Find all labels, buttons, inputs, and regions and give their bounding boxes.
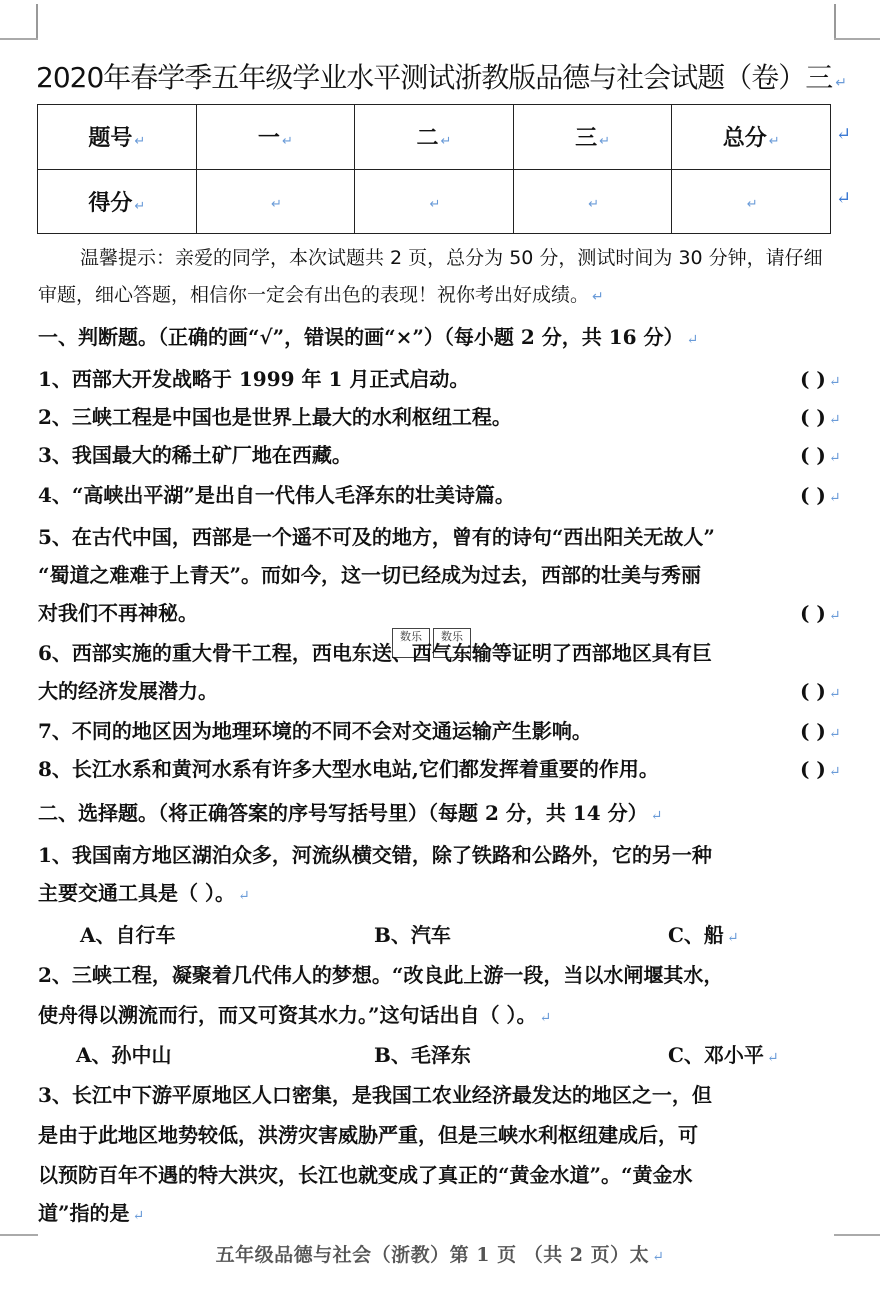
mc2-option-b[interactable]: B、毛泽东 (374, 1043, 471, 1067)
mc-question-3-line3: 以预防百年不遇的特大洪灾，长江也就变成了真正的“黄金水道”。“黄金水 (38, 1163, 693, 1187)
mc2-option-c[interactable]: C、邓小平 ↵ (668, 1043, 779, 1067)
mc-question-1-line2: 主要交通工具是（ ）。 ↵ (38, 881, 250, 905)
tf-question-2: 2、三峡工程是中国也是世界上最大的水利枢纽工程。 ( ) ↵ (38, 398, 838, 436)
score-cell-part-2[interactable]: ↵ (355, 169, 514, 234)
stamp-label: 数乐 (433, 628, 471, 658)
score-cell-part-1[interactable]: ↵ (196, 169, 355, 234)
mc2-option-a[interactable]: A、孙中山 (76, 1043, 172, 1067)
answer-blank[interactable]: ( ) ↵ (800, 367, 841, 391)
answer-blank[interactable]: ( ) ↵ (800, 679, 841, 703)
header-cell-total: 总分 ↵ (672, 105, 831, 170)
section1-heading: 一、判断题。（正确的画“√”，错误的画“×”）（每小题 2 分，共 16 分） ↵ (38, 325, 699, 349)
crop-mark-bottom-left-h (0, 1234, 38, 1236)
answer-blank[interactable]: ( ) ↵ (800, 483, 841, 507)
return-mark-icon: ↵ (835, 75, 846, 91)
mc-question-1-line1: 1、我国南方地区湖泊众多，河流纵横交错，除了铁路和公路外，它的另一种 (38, 843, 712, 867)
crop-mark-top-left-h (0, 38, 38, 40)
score-cell-total[interactable]: ↵ (672, 169, 831, 234)
crop-mark-top-right-h (834, 38, 880, 40)
tf-question-1: 1、西部大开发战略于 1999 年 1 月正式启动。 ( ) ↵ (38, 360, 838, 398)
score-cell-part-3[interactable]: ↵ (513, 169, 672, 234)
score-label-cell: 得分 ↵ (38, 169, 197, 234)
row-end-mark-icon: ↵ (836, 124, 852, 145)
page-footer: 五年级品德与社会（浙教）第 1 页 （共 2 页）太 ↵ (215, 1244, 665, 1266)
header-cell-part-2: 二 ↵ (355, 105, 514, 170)
mc1-option-b[interactable]: B、汽车 (374, 923, 451, 947)
answer-blank[interactable]: ( ) ↵ (800, 443, 841, 467)
mc-question-2-line2: 使舟得以溯流而行，而又可资其水力。”这句话出自（ ）。 ↵ (38, 1003, 552, 1027)
tf-question-3: 3、我国最大的稀土矿厂地在西藏。 ( ) ↵ (38, 436, 838, 474)
tf-question-5-line1: 5、在古代中国，西部是一个遥不可及的地方，曾有的诗句“西出阳关无故人” (38, 525, 715, 549)
mc1-option-a[interactable]: A、自行车 (80, 923, 176, 947)
score-table-score-row (38, 169, 831, 234)
answer-blank[interactable]: ( ) ↵ (800, 757, 841, 781)
instructions-tip: 温馨提示：亲爱的同学，本次试题共 2 页，总分为 50 分，测试时间为 30 分钟，请仔细审题，细心答题，相信你一定会有出色的表现！祝你考出好成绩。 ↵ (38, 247, 823, 306)
crop-mark-bottom-right-h (834, 1234, 880, 1236)
crop-mark-top-right (834, 4, 836, 38)
tf-question-5-line3: 对我们不再神秘。 ( ) ↵ (38, 594, 838, 632)
row-end-mark-icon: ↵ (836, 188, 852, 209)
mc-question-3-line2: 是由于此地区地势较低，洪涝灾害威胁严重，但是三峡水利枢纽建成后，可 (38, 1123, 698, 1147)
header-cell-question-no: 题号 ↵ (38, 105, 197, 170)
answer-blank[interactable]: ( ) ↵ (800, 405, 841, 429)
tf-question-5-line2: “蜀道之难难于上青天”。而如今，这一切已经成为过去，西部的壮美与秀丽 (38, 563, 702, 587)
stamp-label: 数乐 (392, 628, 430, 658)
crop-mark-top-left (2, 4, 38, 38)
score-table-header-row (38, 105, 831, 170)
title-text: 2020年春学季五年级学业水平测试浙教版品德与社会试题（卷）三 (36, 61, 833, 94)
mc1-option-c[interactable]: C、船 ↵ (668, 923, 739, 947)
tf-question-4: 4、“高峡出平湖”是出自一代伟人毛泽东的壮美诗篇。 ( ) ↵ (38, 476, 838, 514)
tf-question-7: 7、不同的地区因为地理环境的不同不会对交通运输产生影响。 ( ) ↵ (38, 712, 838, 750)
section2-heading: 二、选择题。（将正确答案的序号写括号里）（每题 2 分，共 14 分） ↵ (38, 801, 663, 825)
mc-question-2-line1: 2、三峡工程，凝聚着几代伟人的梦想。“改良此上游一段，当以水闸堰其水， (38, 963, 724, 987)
score-table (37, 104, 831, 234)
tf-question-8: 8、长江水系和黄河水系有许多大型水电站,它们都发挥着重要的作用。 ( ) ↵ (38, 750, 838, 788)
mc-question-3-line1: 3、长江中下游平原地区人口密集，是我国工农业经济最发达的地区之一，但 (38, 1083, 712, 1107)
header-cell-part-1: 一 ↵ (196, 105, 355, 170)
tf-question-6-line1: 6、西部实施的重大骨干工程，西电东送、西气东输等证明了西部地区具有巨 (38, 641, 712, 665)
document-title (36, 56, 856, 96)
header-cell-part-3: 三 ↵ (513, 105, 672, 170)
answer-blank[interactable]: ( ) ↵ (800, 719, 841, 743)
tf-question-6-line2: 大的经济发展潜力。 ( ) ↵ (38, 672, 838, 710)
mc-question-3-line4: 道”指的是 ↵ (38, 1201, 145, 1225)
answer-blank[interactable]: ( ) ↵ (800, 601, 841, 625)
